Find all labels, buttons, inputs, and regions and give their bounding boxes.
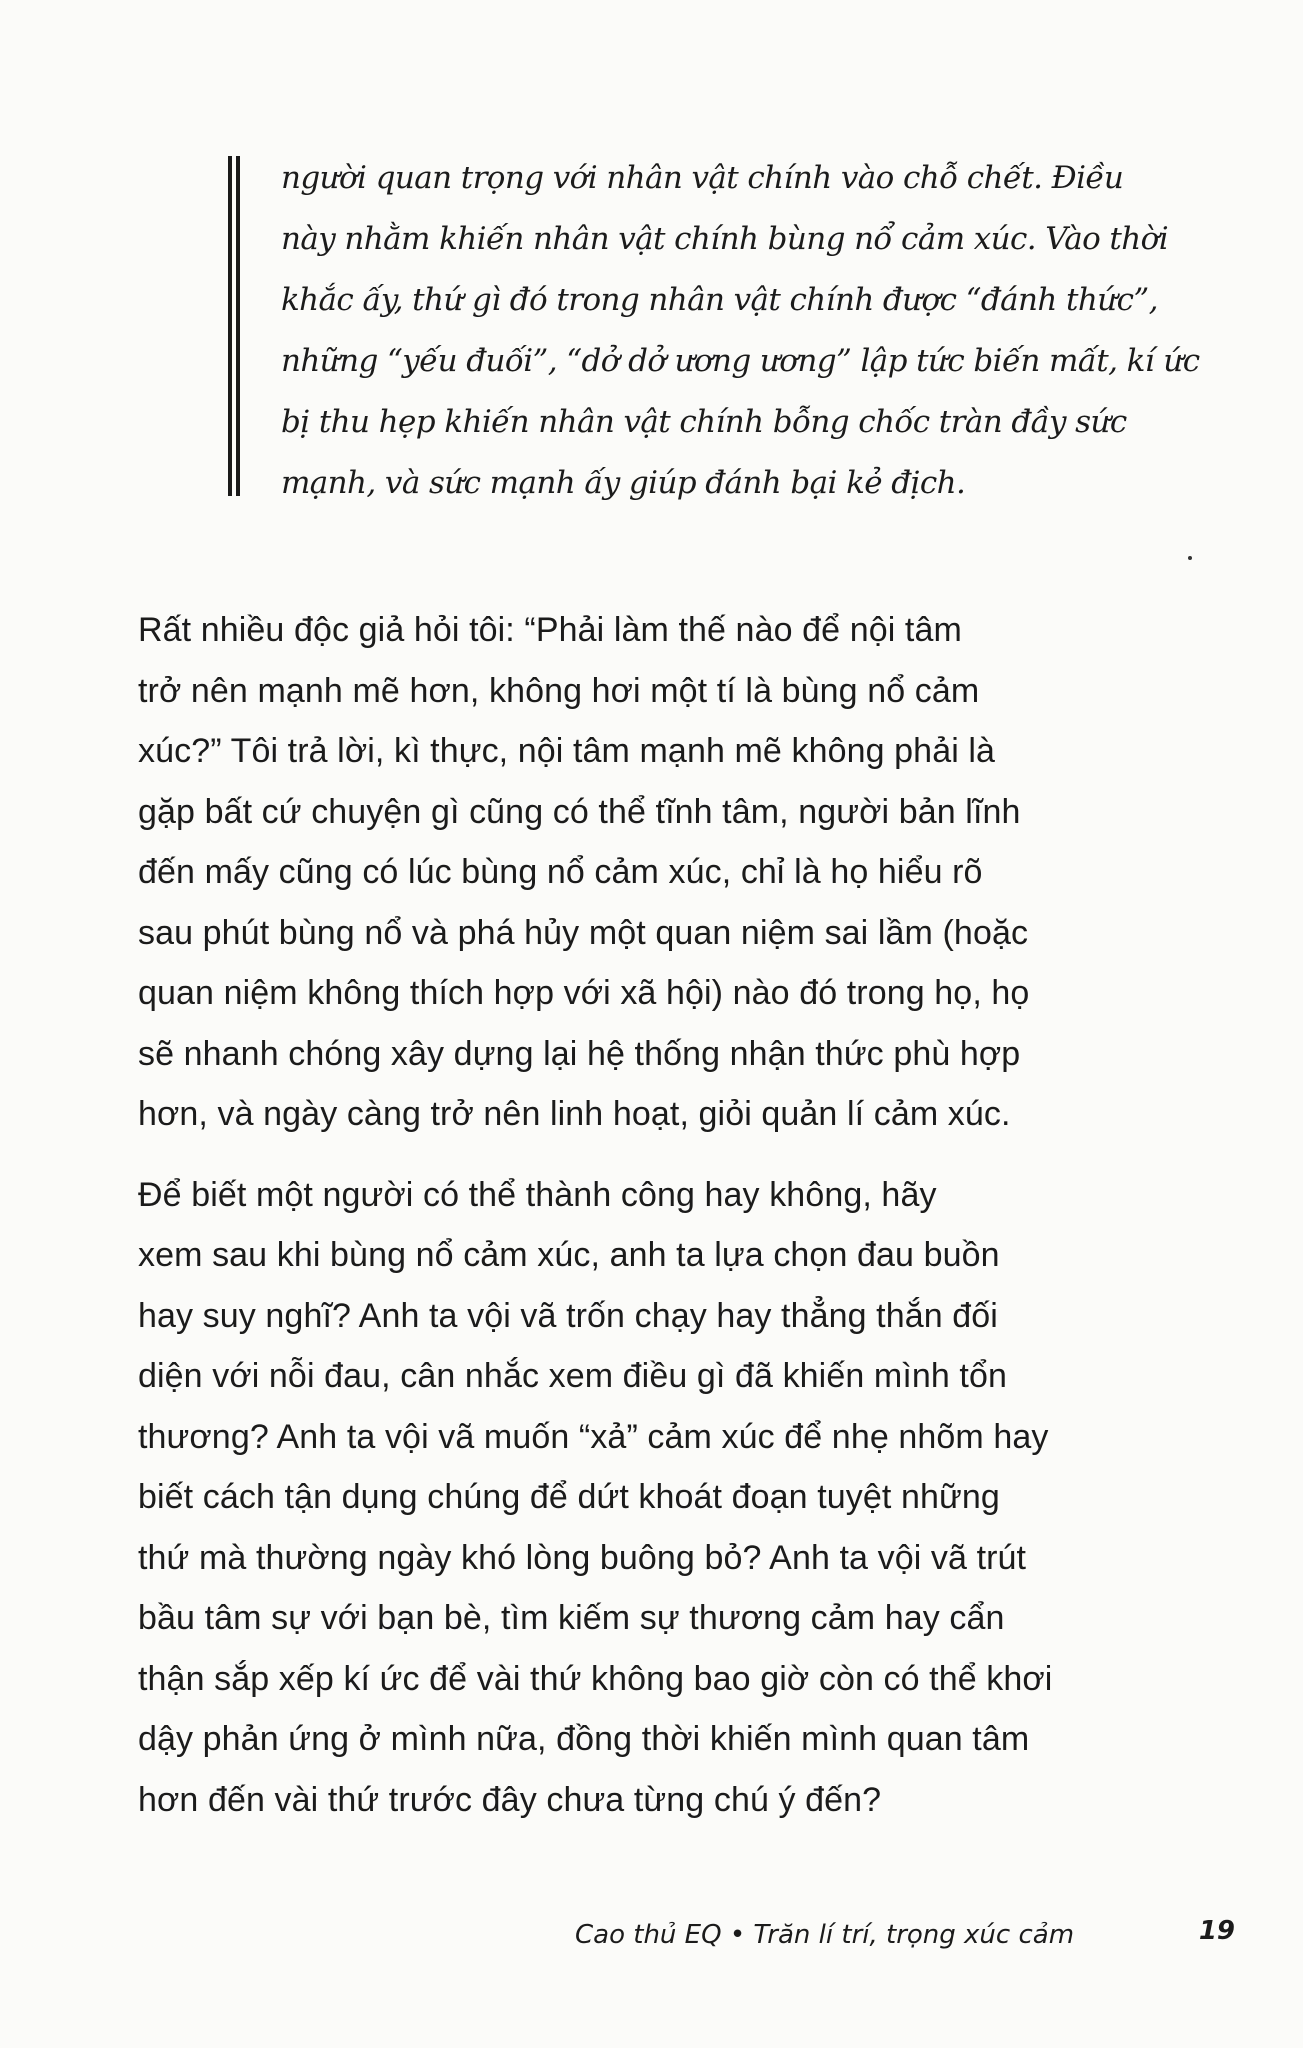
text-line: diện với nỗi đau, cân nhắc xem điều gì đã khiến mình tổn — [138, 1357, 1007, 1395]
quote-line: khắc ấy, thứ gì đó trong nhân vật chính được “đánh thức”, — [281, 282, 1158, 318]
page-number: 19 — [1198, 1916, 1235, 1946]
speck — [1188, 556, 1192, 560]
text-line: sau phút bùng nổ và phá hủy một quan niệm sai lầm (hoặc — [138, 913, 1029, 952]
running-title: Cao thủ EQ • Trăn lí trí, trọng xúc cảm — [575, 1920, 1075, 1950]
body-text — [138, 600, 1138, 1850]
quote-line: người quan trọng với nhân vật chính vào chỗ chết. Điều — [281, 160, 1124, 196]
text-line: quan niệm không thích hợp với xã hội) nào đó trong họ, họ — [138, 974, 1030, 1012]
text-line: xem sau khi bùng nổ cảm xúc, anh ta lựa chọn đau buồn — [138, 1236, 1000, 1274]
text-line: sẽ nhanh chóng xây dựng lại hệ thống nhận thức phù hợp — [138, 1034, 1021, 1073]
text-line: hay suy nghĩ? Anh ta vội vã trốn chạy hay thẳng thắn đối — [138, 1296, 998, 1335]
text-line: hơn, và ngày càng trở nên linh hoạt, giỏi quản lí cảm xúc. — [138, 1095, 1011, 1133]
text-line: biết cách tận dụng chúng để dứt khoát đoạn tuyệt những — [138, 1478, 1000, 1516]
text-line: Rất nhiều độc giả hỏi tôi: “Phải làm thế nào để nội tâm — [138, 611, 962, 649]
text-line: bầu tâm sự với bạn bè, tìm kiếm sự thương cảm hay cẩn — [138, 1599, 1005, 1637]
quote-line: mạnh, và sức mạnh ấy giúp đánh bại kẻ địch. — [281, 465, 966, 501]
quote-line: bị thu hẹp khiến nhân vật chính bỗng chốc tràn đầy sức — [281, 404, 1127, 440]
quote-line: này nhằm khiến nhân vật chính bùng nổ cảm xúc. Vào thời — [281, 221, 1169, 257]
quote-line: những “yếu đuối”, “dở dở ương ương” lập tức biến mất, kí ức — [281, 343, 1200, 379]
quote-bar — [228, 156, 240, 496]
paragraph — [138, 1165, 1138, 1831]
text-line: xúc?” Tôi trả lời, kì thực, nội tâm mạnh mẽ không phải là — [138, 732, 996, 770]
text-line: dậy phản ứng ở mình nữa, đồng thời khiến mình quan tâm — [138, 1720, 1030, 1758]
text-line: thận sắp xếp kí ức để vài thứ không bao giờ còn có thể khơi — [138, 1659, 1053, 1698]
text-line: Để biết một người có thể thành công hay không, hãy — [138, 1175, 937, 1214]
text-line: gặp bất cứ chuyện gì cũng có thể tĩnh tâm, người bản lĩnh — [138, 792, 1021, 831]
text-line: thương? Anh ta vội vã muốn “xả” cảm xúc để nhẹ nhõm hay — [138, 1417, 1049, 1456]
text-line: thứ mà thường ngày khó lòng buông bỏ? Anh ta vội vã trút — [138, 1538, 1027, 1577]
paragraph — [138, 600, 1138, 1145]
text-line: hơn đến vài thứ trước đây chưa từng chú ý đến? — [138, 1780, 882, 1819]
quote-text — [281, 148, 1200, 514]
text-line: đến mấy cũng có lúc bùng nổ cảm xúc, chỉ là họ hiểu rõ — [138, 853, 983, 891]
text-line: trở nên mạnh mẽ hơn, không hơi một tí là bùng nổ cảm — [138, 671, 980, 710]
